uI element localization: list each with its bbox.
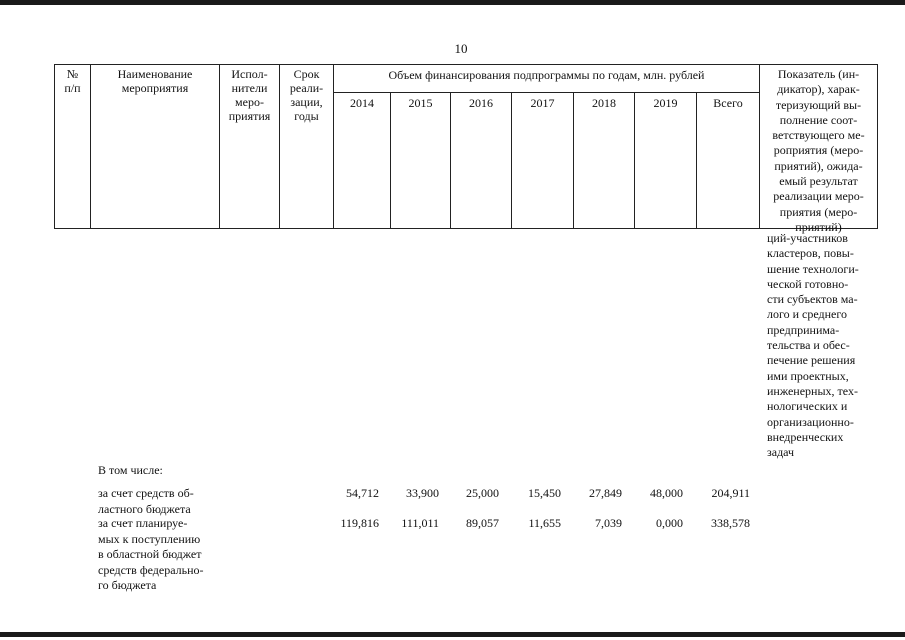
header-year: 2014 bbox=[350, 96, 374, 110]
value-cell: 15,450 bbox=[528, 486, 561, 500]
header-year: 2019 bbox=[653, 96, 678, 110]
value-cell: 7,039 bbox=[595, 516, 622, 530]
indicator-line: предпринима- bbox=[767, 322, 840, 337]
row-label-line: средств федерально- bbox=[98, 562, 204, 577]
row-label-line: мых к поступлению bbox=[98, 531, 201, 546]
col-line bbox=[877, 64, 878, 229]
row-label-regional bbox=[98, 486, 216, 517]
header-executors: Испол- нители меро- приятия bbox=[228, 67, 271, 123]
indicator-line: кластеров, повы- bbox=[767, 246, 854, 261]
header-indicator: Показатель (ин- дикатор), харак- теризующий вы- полнение соот- ветствующего ме- роприятия (меро- приятий), ожида- емый результат реализации меро- приятия (меро- приятий) bbox=[772, 67, 865, 234]
header-top-border bbox=[54, 64, 878, 65]
col-line bbox=[634, 92, 635, 229]
row-label-line: в областной бюджет bbox=[98, 547, 202, 561]
header-total: Всего bbox=[713, 96, 743, 110]
top-rule bbox=[0, 0, 905, 5]
header-year: 2016 bbox=[469, 96, 493, 110]
indicator-line: тельства и обес- bbox=[767, 338, 850, 353]
header-number: № п/п bbox=[64, 67, 81, 95]
header-funding: Объем финансирования подпрограммы по годам, млн. рублей bbox=[388, 68, 705, 82]
indicator-line: шение технологи- bbox=[767, 261, 859, 276]
indicator-line: нологических и bbox=[767, 399, 848, 414]
bottom-rule bbox=[0, 632, 905, 637]
value-cell: 11,655 bbox=[528, 516, 561, 530]
header-year: 2018 bbox=[592, 96, 616, 110]
indicator-line: внедренческих bbox=[767, 429, 844, 444]
indicator-line: ими проектных, bbox=[767, 368, 849, 383]
value-cell: 25,000 bbox=[466, 486, 499, 500]
value-cell: 48,000 bbox=[650, 486, 683, 500]
col-line bbox=[511, 92, 512, 229]
value-cell: 338,578 bbox=[711, 516, 750, 530]
row-label-line: ластного бюджета bbox=[98, 501, 191, 516]
col-line bbox=[450, 92, 451, 229]
including-label: В том числе: bbox=[98, 463, 163, 477]
header-bottom-border bbox=[54, 228, 878, 229]
header-term: Срок реали- зации, годы bbox=[289, 67, 324, 123]
value-cell: 0,000 bbox=[656, 516, 683, 530]
col-line bbox=[333, 64, 334, 229]
value-cell: 27,849 bbox=[589, 486, 622, 500]
indicator-continuation bbox=[767, 231, 870, 460]
value-cell: 33,900 bbox=[406, 486, 439, 500]
value-cell: 204,911 bbox=[711, 486, 750, 500]
indicator-line: ческой готовно- bbox=[767, 276, 849, 291]
indicator-line: печение решения bbox=[767, 353, 856, 368]
indicator-line: лого и среднего bbox=[767, 307, 848, 322]
indicator-line: инженерных, тех- bbox=[767, 383, 858, 398]
header-year: 2015 bbox=[408, 96, 433, 110]
table-header bbox=[54, 64, 878, 234]
indicator-line: сти субъектов ма- bbox=[767, 292, 858, 307]
row-label-line: за счет средств об- bbox=[98, 486, 194, 500]
col-line bbox=[390, 92, 391, 229]
indicator-line: организационно- bbox=[767, 414, 854, 429]
row-label-line: за счет планируе- bbox=[98, 516, 188, 530]
col-line bbox=[696, 92, 697, 229]
value-cell: 111,011 bbox=[401, 516, 439, 530]
header-name: Наименование мероприятия bbox=[117, 67, 193, 95]
value-cell: 54,712 bbox=[346, 486, 379, 500]
row-label-line: го бюджета bbox=[98, 578, 157, 592]
value-cell: 119,816 bbox=[340, 516, 379, 530]
indicator-line: ций-участников bbox=[767, 231, 848, 245]
row-label-federal bbox=[98, 516, 216, 594]
indicator-line: задач bbox=[767, 445, 795, 460]
value-cell: 89,057 bbox=[466, 516, 499, 530]
page-number: 10 bbox=[454, 41, 468, 56]
col-line bbox=[573, 92, 574, 229]
header-year: 2017 bbox=[530, 96, 555, 110]
